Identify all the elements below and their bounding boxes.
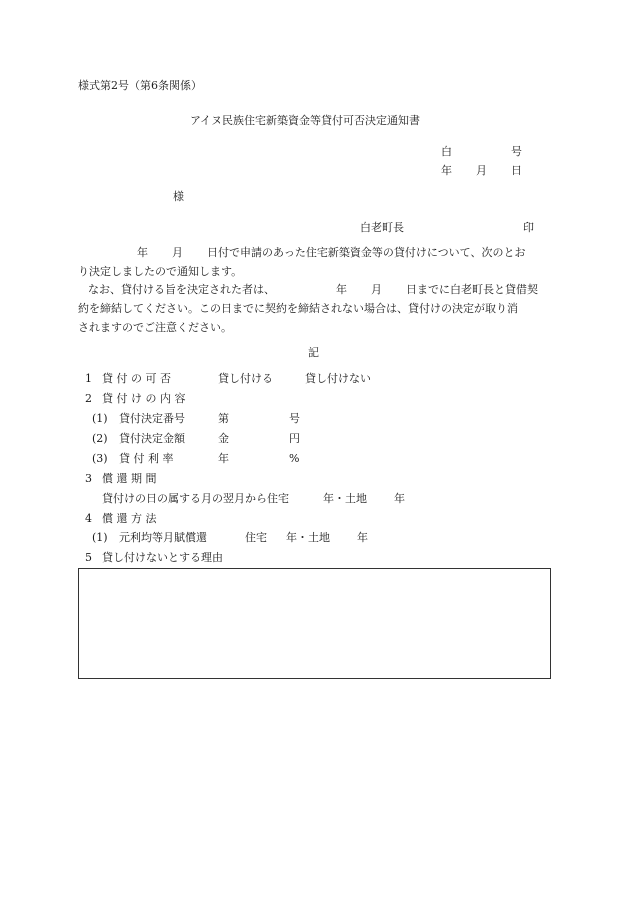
item3-text: 貸付けの日の属する月の翌月から住宅 [102,492,289,505]
item3-end: 年 [394,492,405,505]
item4-house: 住宅 [245,531,267,544]
item2-row1-prefix: 第 [218,412,229,425]
ki-heading: 記 [308,346,319,359]
item4-sub-num: (1) [92,531,108,544]
seal-mark: 印 [523,221,534,234]
item4-label: 償 還 方 法 [102,512,157,525]
reason-box[interactable] [78,568,551,679]
item4-num: 4 [85,512,92,525]
item2-label: 貸 付 け の 内 容 [102,392,186,405]
item3-land: 年・土地 [323,492,367,505]
item2-row2-prefix: 金 [218,432,229,445]
body-p1-line2: り決定しましたので通知します。 [78,265,243,278]
item4-sub-label: 元利均等月賦償還 [119,531,207,544]
body-p1-month: 月 [172,246,183,259]
body-p2-line3: されますのでご注意ください。 [78,321,232,334]
item4-land: 年・土地 [286,531,330,544]
body-p2-month: 月 [371,283,382,296]
item2-row3-suffix: % [289,452,300,465]
item1-option-not-lend: 貸し付けない [305,372,371,385]
form-number: 様式第2号（第6条関係） [78,79,202,92]
item2-row3-num: (3) [92,452,108,465]
item5-label: 貸し付けないとする理由 [102,551,223,564]
item5-num: 5 [85,551,92,564]
item2-row2-label: 貸付決定金額 [119,432,185,445]
body-p2-line1: なお、貸付ける旨を決定された者は、 [88,283,275,296]
item1-option-lend: 貸し付ける [218,372,273,385]
sender-name: 白老町長 [360,221,404,234]
item4-end: 年 [357,531,368,544]
date-month: 月 [476,164,487,177]
item2-row2-num: (2) [92,432,108,445]
item2-row1-label: 貸付決定番号 [119,412,185,425]
date-day: 日 [511,164,522,177]
item1-label: 貸 付 の 可 否 [102,372,171,385]
body-p2-line1b: 日までに白老町長と貸借契 [406,283,538,296]
addressee-suffix: 様 [173,190,184,203]
item2-num: 2 [85,392,92,405]
body-p1-line1: 日付で申請のあった住宅新築資金等の貸付けについて、次のとお [207,246,526,259]
page-title: アイヌ民族住宅新築資金等貸付可否決定通知書 [190,114,421,127]
body-p2-year: 年 [336,283,347,296]
body-p2-line2: 約を締結してください。この日までに契約を締結されない場合は、貸付けの決定が取り消 [78,302,518,315]
item3-num: 3 [85,472,92,485]
item1-num: 1 [85,372,92,385]
doc-ref-prefix: 白 [441,145,452,158]
item2-row1-num: (1) [92,412,108,425]
item3-label: 償 還 期 間 [102,472,157,485]
item2-row2-suffix: 円 [289,432,300,445]
body-p1-year: 年 [137,246,148,259]
doc-ref-suffix: 号 [511,145,522,158]
date-year: 年 [441,164,452,177]
item2-row3-label: 貸 付 利 率 [119,452,174,465]
item2-row1-suffix: 号 [289,412,300,425]
item2-row3-prefix: 年 [218,452,229,465]
